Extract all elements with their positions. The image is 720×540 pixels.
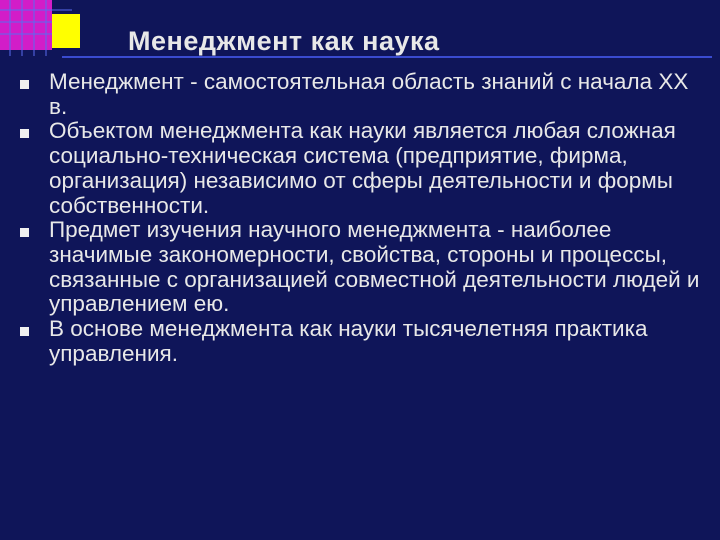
bullet-item bbox=[20, 218, 710, 317]
bullet-item bbox=[20, 317, 710, 366]
bullet-item bbox=[20, 70, 710, 119]
bullet-item bbox=[20, 119, 710, 218]
yellow-square bbox=[52, 14, 80, 48]
bullet-square-icon bbox=[20, 327, 29, 336]
bullet-text: Предмет изучения научного менеджмента - наиболее значимые закономерности, свойства, стороны и процессы, связанные с организацией совместной деятельности людей и управлением ею. bbox=[49, 217, 700, 317]
bullet-text: Объектом менеджмента как науки является любая сложная социально-техническая система (предприятие, фирма, организация) независимо от сферы деятельности и формы собственности. bbox=[49, 118, 676, 218]
bullet-square-icon bbox=[20, 80, 29, 89]
bullet-square-icon bbox=[20, 228, 29, 237]
bullet-text: В основе менеджмента как науки тысячелетняя практика управления. bbox=[49, 316, 648, 366]
bullet-square-icon bbox=[20, 129, 29, 138]
slide-title: Менеджмент как наука bbox=[128, 26, 440, 56]
bullet-text: Менеджмент - самостоятельная область знаний с начала XX в. bbox=[49, 69, 689, 119]
bullet-list bbox=[20, 70, 710, 366]
